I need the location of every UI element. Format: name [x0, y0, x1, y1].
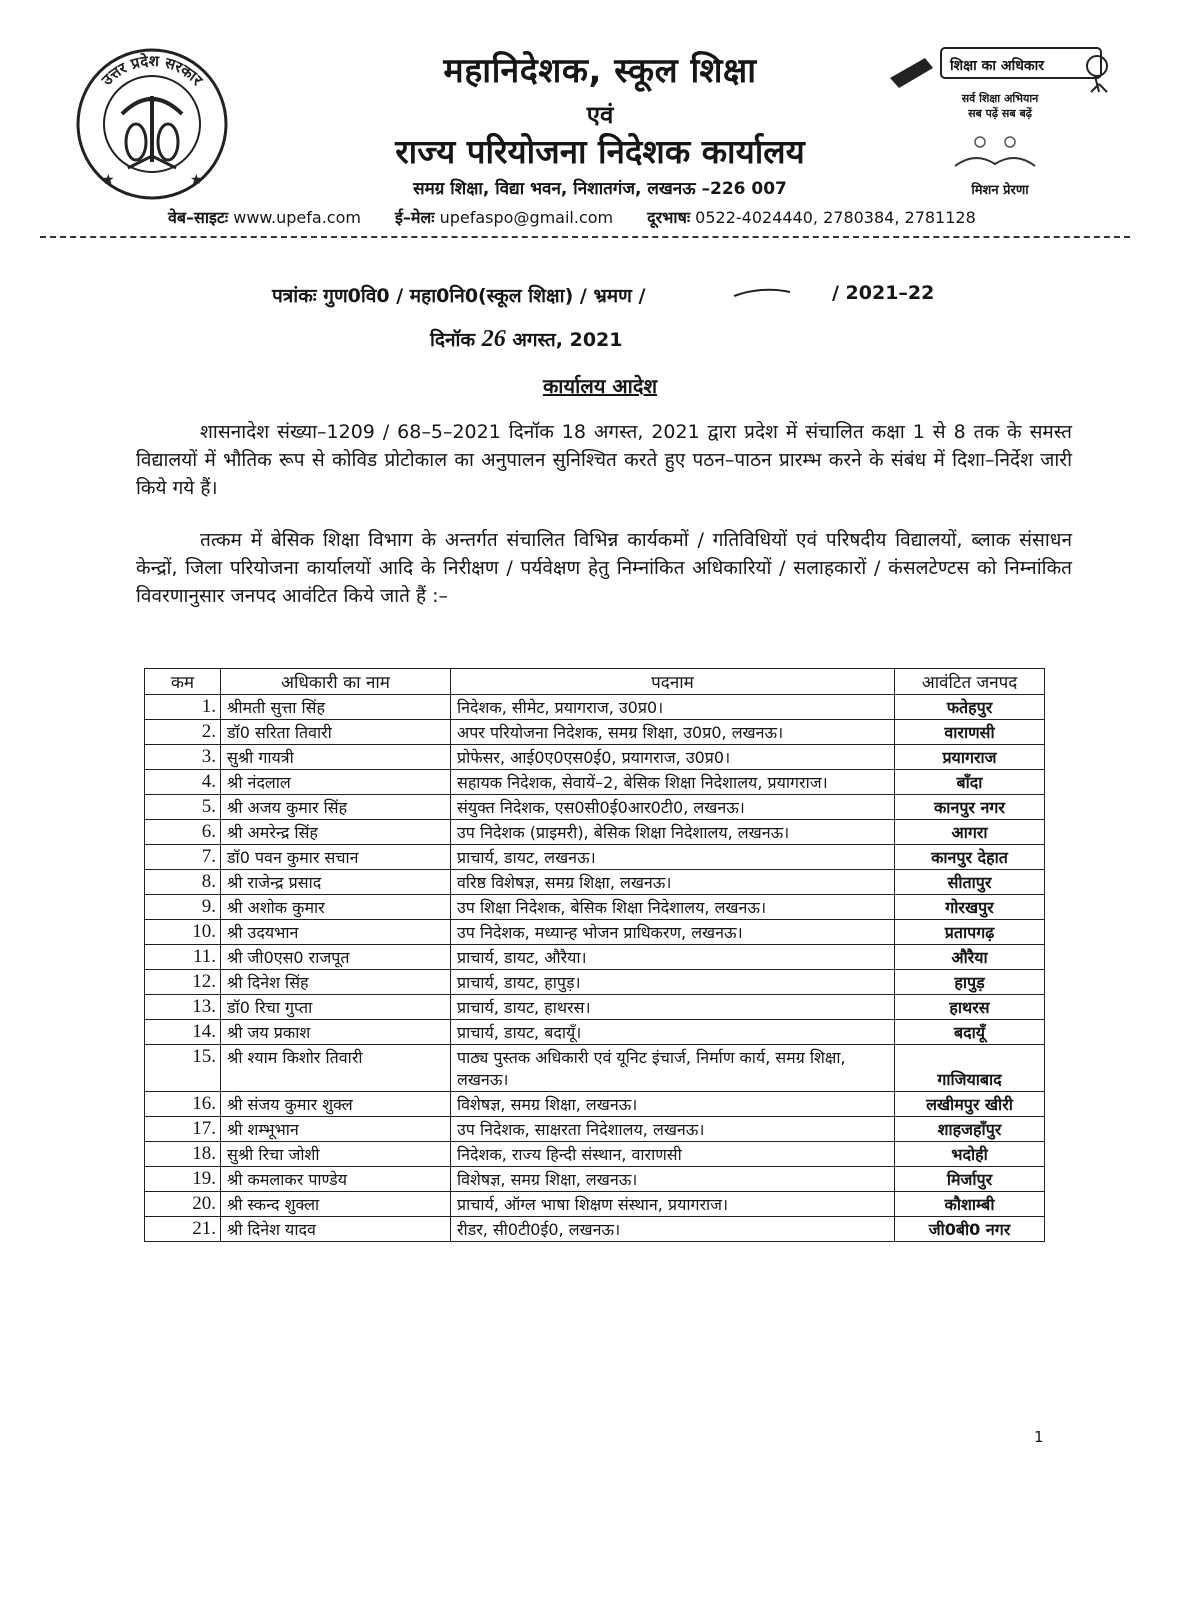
ssk-tagline: सब पढ़ें सब बढ़ें [968, 107, 1032, 120]
table-row [145, 920, 1045, 945]
officer-name-cell: डॉ0 पवन कुमार सचान [221, 845, 451, 870]
table-row [145, 895, 1045, 920]
table-row [145, 1092, 1045, 1117]
district-cell: प्रयागराज [895, 745, 1045, 770]
org-name-line2: एवं [586, 101, 614, 129]
district-cell: कानपुर नगर [895, 795, 1045, 820]
reference-number: पत्रांकः गुण0वि0 / महा0नि0(स्कूल शिक्षा) / भ्रमण / [272, 285, 646, 307]
date-prefix: दिनॉक [430, 329, 476, 351]
table-row [145, 995, 1045, 1020]
website-label: वेब–साइटः [168, 208, 229, 227]
district-cell: सीतापुर [895, 870, 1045, 895]
email-label: ई–मेलः [394, 208, 435, 227]
district-cell: शाहजहाँपुर [895, 1117, 1045, 1142]
emblem-text: उत्तर प्रदेश सरकार [97, 51, 207, 89]
serial-cell: 16. [145, 1092, 221, 1117]
officer-name-cell: श्री कमलाकर पाण्डेय [221, 1167, 451, 1192]
serial-cell: 1. [145, 695, 221, 720]
table-row [145, 845, 1045, 870]
district-cell: बदायूँ [895, 1020, 1045, 1045]
table-row [145, 770, 1045, 795]
table-row [145, 1167, 1045, 1192]
officer-name-cell: श्रीमती सुत्ता सिंह [221, 695, 451, 720]
col-officer-name: अधिकारी का नाम [221, 669, 451, 695]
ssk-subtitle: सर्व शिक्षा अभियान [961, 92, 1039, 105]
designation-cell: अपर परियोजना निदेशक, समग्र शिक्षा, उ0प्र0, लखनऊ। [451, 720, 895, 745]
office-address: समग्र शिक्षा, विद्या भवन, निशातगंज, लखनऊ –226 007 [413, 179, 787, 199]
ssk-label: शिक्षा का अधिकार [950, 58, 1044, 74]
table-row [145, 970, 1045, 995]
table-row [145, 820, 1045, 845]
serial-cell: 8. [145, 870, 221, 895]
district-cell: वाराणसी [895, 720, 1045, 745]
district-cell: हाथरस [895, 995, 1045, 1020]
mission-prerna-label: मिशन प्रेरणा [971, 183, 1029, 198]
district-cell: फतेहपुर [895, 695, 1045, 720]
table-header-row [145, 669, 1045, 695]
designation-cell: उप निदेशक (प्राइमरी), बेसिक शिक्षा निदेशालय, लखनऊ। [451, 820, 895, 845]
district-cell: कौशाम्बी [895, 1192, 1045, 1217]
district-cell: लखीमपुर खीरी [895, 1092, 1045, 1117]
designation-cell: प्राचार्य, डायट, हाथरस। [451, 995, 895, 1020]
designation-cell: निदेशक, राज्य हिन्दी संस्थान, वाराणसी [451, 1142, 895, 1167]
designation-cell: उप निदेशक, साक्षरता निदेशालय, लखनऊ। [451, 1117, 895, 1142]
officer-name-cell: श्री अमरेन्द्र सिंह [221, 820, 451, 845]
designation-cell: प्रोफेसर, आई0ए0एस0ई0, प्रयागराज, उ0प्र0। [451, 745, 895, 770]
serial-cell: 4. [145, 770, 221, 795]
org-name-line3: राज्य परियोजना निदेशक कार्यालय [395, 132, 805, 171]
designation-cell: उप निदेशक, मध्यान्ह भोजन प्राधिकरण, लखनऊ। [451, 920, 895, 945]
officer-name-cell: श्री स्कन्द शुक्ला [221, 1192, 451, 1217]
letter-reference [272, 282, 952, 308]
designation-cell: प्राचार्य, डायट, बदायूँ। [451, 1020, 895, 1045]
phone-block [647, 206, 976, 228]
designation-cell: प्राचार्य, ऑग्ल भाषा शिक्षण संस्थान, प्रयागराज। [451, 1192, 895, 1217]
officer-name-cell: श्री संजय कुमार शुक्ल [221, 1092, 451, 1117]
officer-name-cell: श्री दिनेश यादव [221, 1217, 451, 1242]
table-row [145, 1192, 1045, 1217]
table-row [145, 1117, 1045, 1142]
designation-cell: विशेषज्ञ, समग्र शिक्षा, लखनऊ। [451, 1092, 895, 1117]
serial-cell: 10. [145, 920, 221, 945]
officer-name-cell: श्री अजय कुमार सिंह [221, 795, 451, 820]
phone-numbers: 0522-4024440, 2780384, 2781128 [695, 208, 976, 227]
district-cell: प्रतापगढ़ [895, 920, 1045, 945]
district-cell: भदोही [895, 1142, 1045, 1167]
serial-cell: 14. [145, 1020, 221, 1045]
designation-cell: पाठ्य पुस्तक अधिकारी एवं यूनिट इंचार्ज, निर्माण कार्य, समग्र शिक्षा, लखनऊ। [451, 1045, 895, 1092]
officer-name-cell: डॉ0 रिचा गुप्ता [221, 995, 451, 1020]
serial-cell: 13. [145, 995, 221, 1020]
paragraph-2: तत्कम में बेसिक शिक्षा विभाग के अन्तर्गत संचालित विभिन्न कार्यकमों / गतिविधियों एवं परिषदीय विद्यालयों, ब्लाक संसाधन केन्द्रों, जिला परियोजना कार्यालयों आदि के निरीक्षण / पर्यवेक्षण हेतु निम्नांकित अधिकारियों / सलाहकारों / कंसलटेण्टस को निम्नांकित विवरणानुसार जनपद आवंटित किये जाते हैं :– [136, 529, 1072, 607]
serial-cell: 11. [145, 945, 221, 970]
serial-cell: 15. [145, 1045, 221, 1092]
website-block [168, 206, 361, 228]
district-cell: हापुड़ [895, 970, 1045, 995]
table-row [145, 720, 1045, 745]
officer-name-cell: श्री उदयभान [221, 920, 451, 945]
handwritten-stroke-icon [732, 286, 792, 300]
svg-text:★: ★ [102, 172, 115, 188]
website-link[interactable]: www.upefa.com [233, 208, 361, 227]
district-cell: गोरखपुर [895, 895, 1045, 920]
letter-date [430, 326, 830, 353]
date-month-year: अगस्त, 2021 [512, 329, 623, 351]
district-cell: जी0बी0 नगर [895, 1217, 1045, 1242]
district-cell: आगरा [895, 820, 1045, 845]
officer-name-cell: सुश्री रिचा जोशी [221, 1142, 451, 1167]
table-row [145, 745, 1045, 770]
order-title: कार्यालय आदेश [542, 374, 658, 398]
designation-cell: उप शिक्षा निदेशक, बेसिक शिक्षा निदेशालय, लखनऊ। [451, 895, 895, 920]
paragraph-1: शासनादेश संख्या–1209 / 68–5–2021 दिनॉक 18 अगस्त, 2021 द्वारा प्रदेश में संचालित कक्षा 1 से 8 तक के समस्त विद्यालयों में भौतिक रूप से कोविड प्रोटोकाल का अनुपालन सुनिश्चित करते हुए पठन–पाठन प्रारम्भ करने के संबंध में दिशा–निर्देश जारी किये गये हैं। [136, 421, 1072, 499]
serial-cell: 18. [145, 1142, 221, 1167]
designation-cell: रीडर, सी0टी0ई0, लखनऊ। [451, 1217, 895, 1242]
serial-cell: 2. [145, 720, 221, 745]
table-row [145, 695, 1045, 720]
serial-cell: 19. [145, 1167, 221, 1192]
district-cell: औरैया [895, 945, 1045, 970]
serial-cell: 12. [145, 970, 221, 995]
date-day-handwritten: 26 [481, 326, 506, 352]
serial-cell: 21. [145, 1217, 221, 1242]
reference-year: / 2021–22 [832, 282, 935, 304]
officer-name-cell: श्री जय प्रकाश [221, 1020, 451, 1045]
table-row [145, 1020, 1045, 1045]
district-cell: मिर्जापुर [895, 1167, 1045, 1192]
serial-cell: 7. [145, 845, 221, 870]
designation-cell: प्राचार्य, डायट, औरैया। [451, 945, 895, 970]
designation-cell: विशेषज्ञ, समग्र शिक्षा, लखनऊ। [451, 1167, 895, 1192]
table-row [145, 945, 1045, 970]
col-designation: पदनाम [451, 669, 895, 695]
district-cell: कानपुर देहात [895, 845, 1045, 870]
table-row [145, 870, 1045, 895]
district-cell: गाजियाबाद [895, 1045, 1045, 1092]
officer-name-cell: श्री अशोक कुमार [221, 895, 451, 920]
designation-cell: संयुक्त निदेशक, एस0सी0ई0आर0टी0, लखनऊ। [451, 795, 895, 820]
officer-name-cell: श्री राजेन्द्र प्रसाद [221, 870, 451, 895]
phone-label: दूरभाषः [647, 208, 691, 227]
officer-name-cell: श्री नंदलाल [221, 770, 451, 795]
col-serial: कम [145, 669, 221, 695]
contact-line [168, 206, 1108, 228]
serial-cell: 3. [145, 745, 221, 770]
serial-cell: 5. [145, 795, 221, 820]
officer-name-cell: श्री श्याम किशोर तिवारी [221, 1045, 451, 1092]
designation-cell: प्राचार्य, डायट, हापुड़। [451, 970, 895, 995]
serial-cell: 17. [145, 1117, 221, 1142]
table-row [145, 1045, 1045, 1092]
up-govt-emblem [72, 44, 232, 204]
officer-name-cell: सुश्री गायत्री [221, 745, 451, 770]
header-divider [40, 236, 1130, 238]
svg-text:★: ★ [190, 172, 203, 188]
designation-cell: निदेशक, सीमेट, प्रयागराज, उ0प्र0। [451, 695, 895, 720]
org-name-line1: महानिदेशक, स्कूल शिक्षा [443, 51, 757, 91]
designation-cell: प्राचार्य, डायट, लखनऊ। [451, 845, 895, 870]
svg-text:उत्तर प्रदेश सरकार [97, 52, 207, 90]
officer-name-cell: श्री दिनेश सिंह [221, 970, 451, 995]
officer-name-cell: श्री जी0एस0 राजपूत [221, 945, 451, 970]
officer-name-cell: डॉ0 सरिता तिवारी [221, 720, 451, 745]
emblem-icon [72, 44, 232, 204]
district-cell: बाँदा [895, 770, 1045, 795]
serial-cell: 6. [145, 820, 221, 845]
email-link[interactable]: upefaspo@gmail.com [439, 208, 614, 227]
serial-cell: 9. [145, 895, 221, 920]
table-row [145, 1217, 1045, 1242]
designation-cell: वरिष्ठ विशेषज्ञ, समग्र शिक्षा, लखनऊ। [451, 870, 895, 895]
allocation-table [144, 668, 1045, 1242]
designation-cell: सहायक निदेशक, सेवायें–2, बेसिक शिक्षा निदेशालय, प्रयागराज। [451, 770, 895, 795]
officer-name-cell: श्री शम्भूभान [221, 1117, 451, 1142]
col-district: आवंटित जनपद [895, 669, 1045, 695]
email-block [395, 206, 613, 228]
serial-cell: 20. [145, 1192, 221, 1217]
table-row [145, 795, 1045, 820]
table-row [145, 1142, 1045, 1167]
page-number: 1 [1034, 1428, 1044, 1446]
